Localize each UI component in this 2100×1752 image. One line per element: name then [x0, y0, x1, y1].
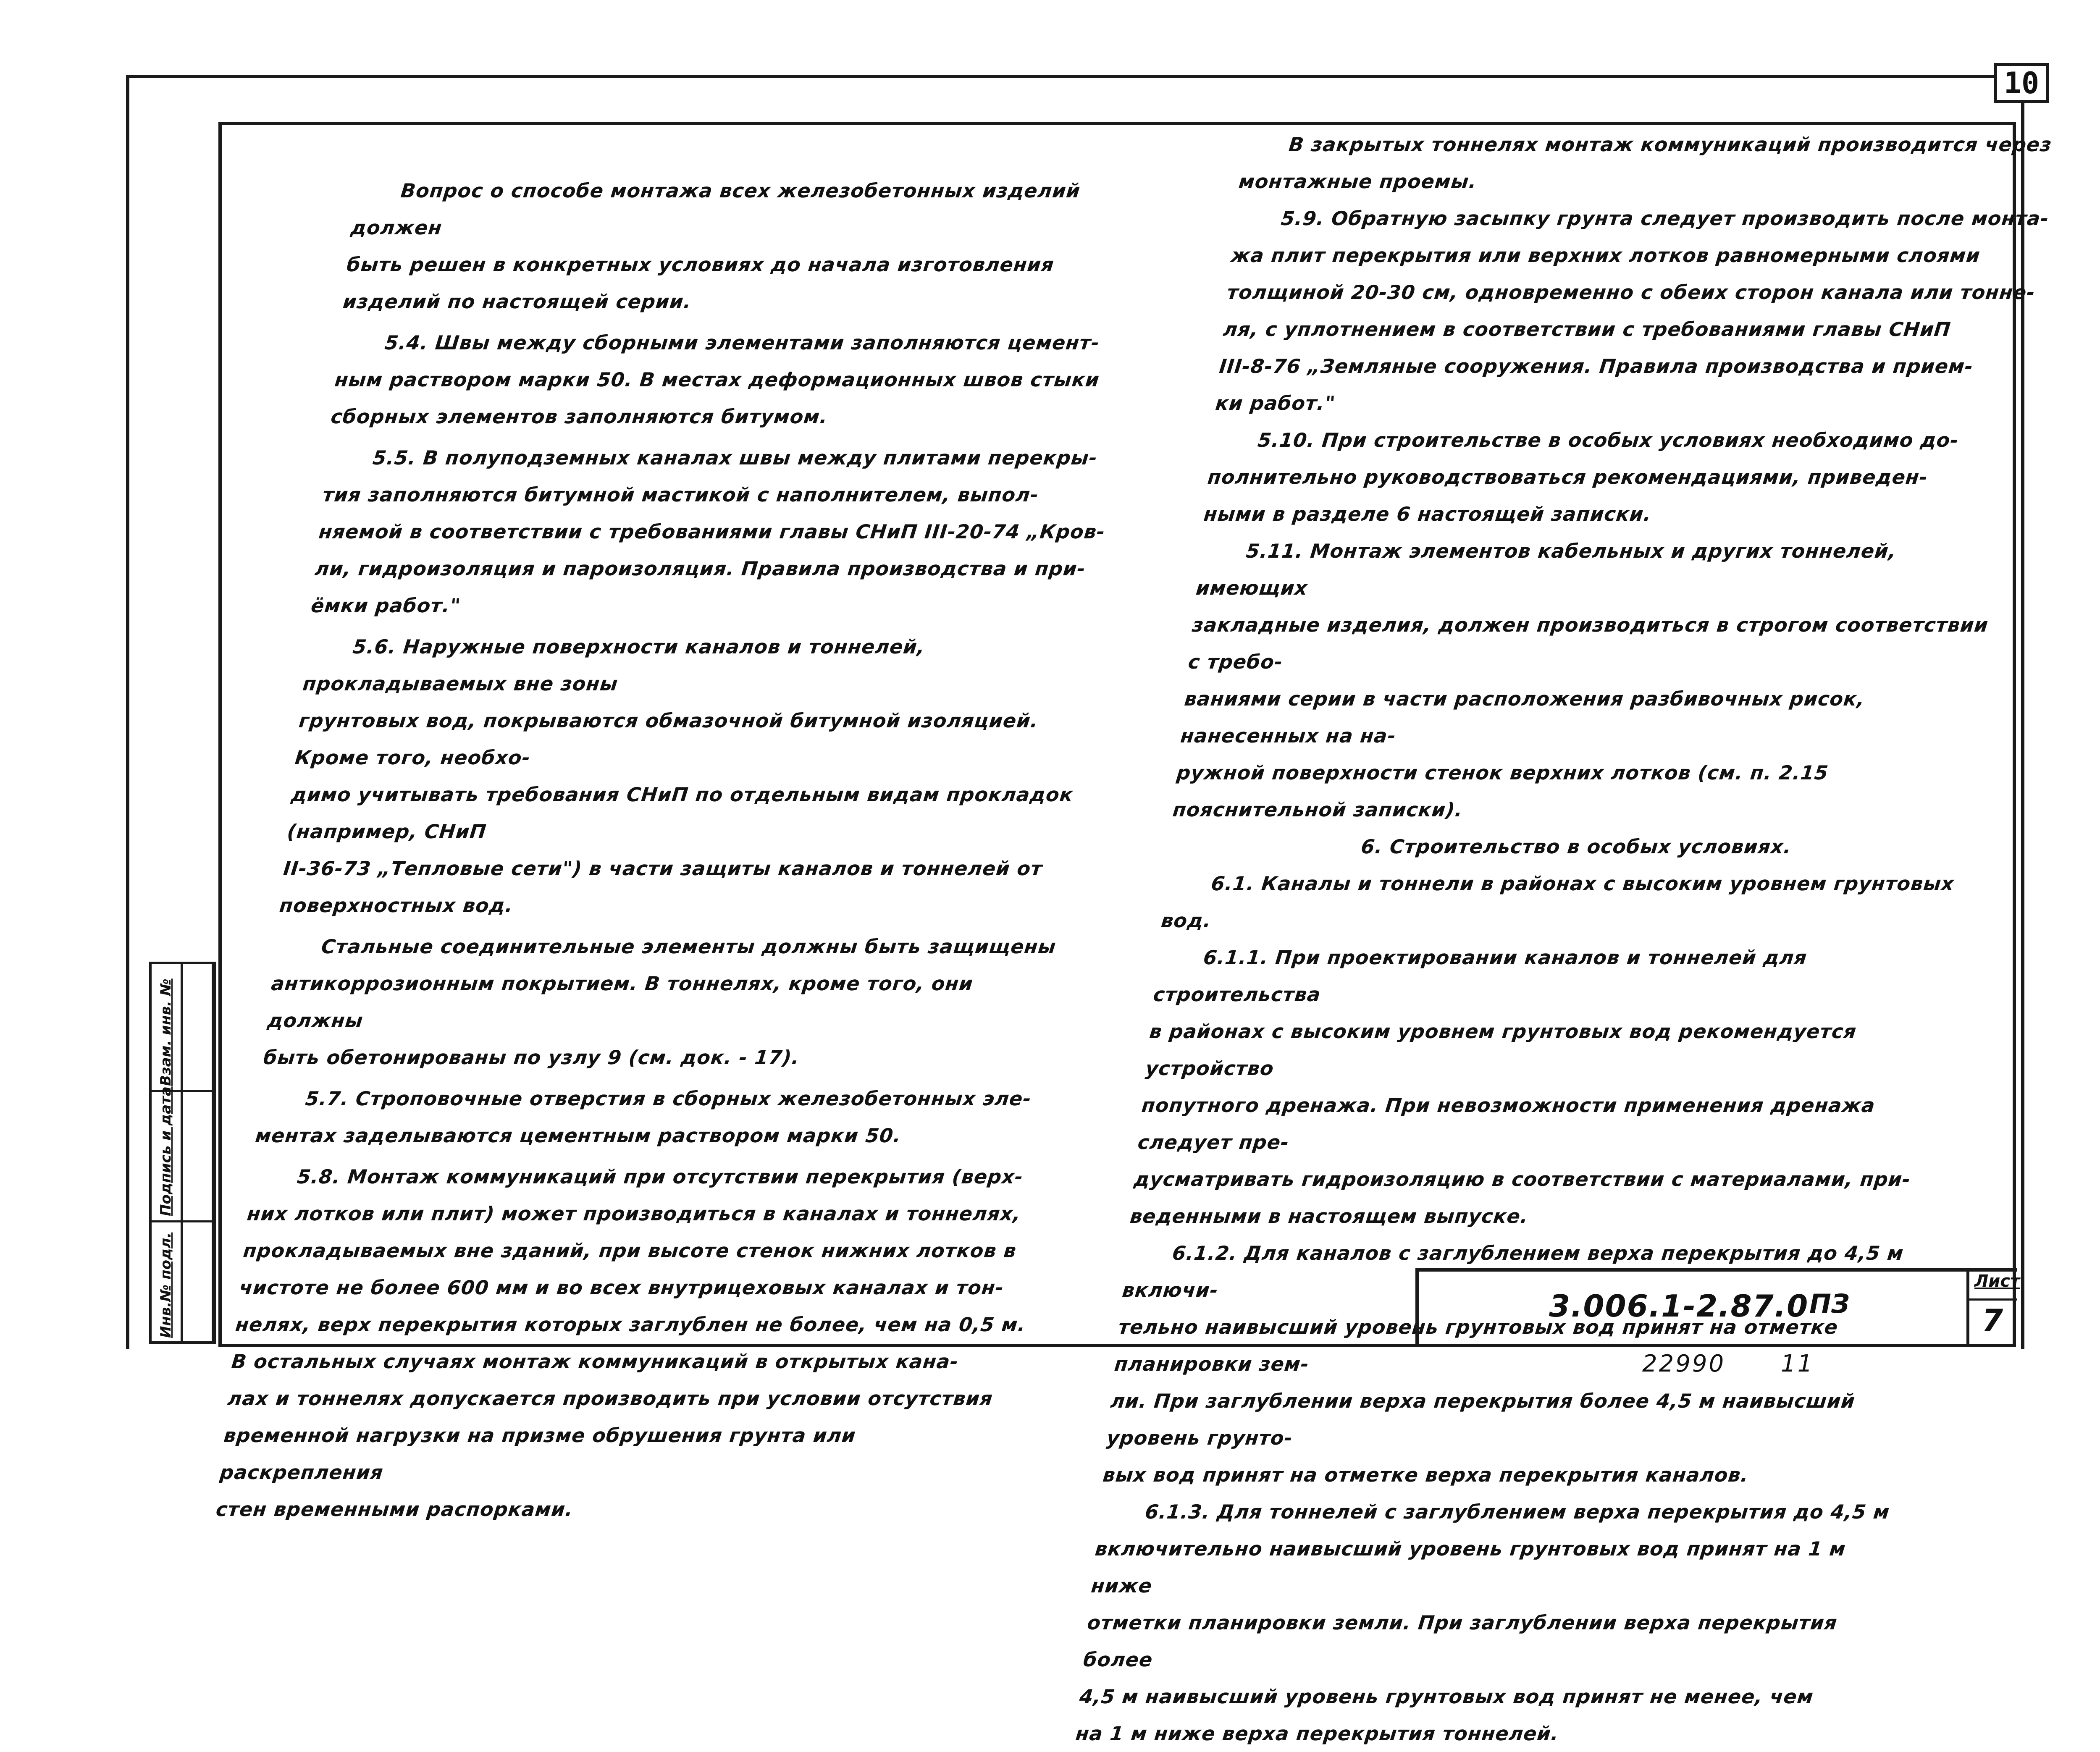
sheet-number: 7: [1982, 1303, 2003, 1338]
sheet-cell-divider: [1969, 1298, 2017, 1301]
side-stamp-divider: [183, 1090, 212, 1092]
paragraph: 5.8. Монтаж коммуникаций при отсутствии перекрытия (верх- них лотков или плит) может производиться в каналах и тоннелях, прокладываемых вне зданий, при высоте стенок нижних лотков в чистоте не более 600 мм и во всех внутрицеховых каналах и тон- нелях, верх перекрытия которых заглублен не более, чем на 0,5 м. В остальных случаях монтаж коммуникаций в открытых кана- лах и тоннелях допускается производить при условии отсутствия временной нагрузки на призме обрушения грунта или раскрепления стен временными распорками.: [215, 1165, 1027, 1521]
paragraph: В закрытых тоннелях монтаж коммуникаций производится через монтажные проемы.: [1237, 133, 2053, 193]
side-stamp-podpis-data: Подпись и дата: [158, 1086, 174, 1216]
document-type: ПЗ: [1809, 1288, 1850, 1319]
left-text-column: [214, 168, 1155, 1528]
paragraph: 6.1. Каналы и тоннели в районах с высоким уровнем грунтовых вод.: [1160, 872, 1963, 932]
paragraph: 5.7. Строповочные отверстия в сборных железобетонных эле- ментах заделываются цементным раствором марки 50.: [254, 1087, 1033, 1147]
archive-suffix: 11: [1780, 1350, 1814, 1377]
title-block: [1415, 1268, 2020, 1347]
archive-number: 22990: [1642, 1350, 1726, 1377]
paragraph: 5.4. Швы между сборными элементами заполняются цемент- ным раствором марки 50. В местах деформационных швов стыки сборных элементов заполняются битумом.: [330, 331, 1101, 428]
paragraph: 5.10. При строительстве в особых условиях необходимо до- полнительно руководствоваться рекомендациями, приведен- ными в разделе 6 настоящей записки.: [1202, 429, 1960, 525]
document-code: 3.006.1-2.87.0: [1549, 1288, 1809, 1324]
side-stamp-divider: [183, 1220, 212, 1222]
sheet-label: Лист: [1974, 1272, 2020, 1291]
paragraph: 6.1.3. Для тоннелей с заглублением верха перекрытия до 4,5 м включительно наивысший уровень грунтовых вод принят на 1 м ниже отметки планировки земли. При заглублении верха перекрытия более 4,5 м наивысший уровень грунтовых вод принят не менее, чем на 1 м ниже верха перекрытия тоннелей.: [1074, 1500, 1891, 1745]
paragraph: 6. Строительство в особых условиях.: [1360, 835, 1793, 858]
paragraph: 5.6. Наружные поверхности каналов и тоннелей, прокладываемых вне зоны грунтовых вод, покрываются обмазочной битумной изоляцией. Кроме того, необхо- димо учитывать требования СНиП по отдельным видам прокладок (например, СНиП II-36-73 „Тепловые сети") в части защиты каналов и тоннелей от поверхностных вод.: [278, 635, 1082, 917]
side-stamp-divider: [152, 1220, 181, 1222]
side-stamp: [149, 962, 216, 1344]
paragraph: 5.9. Обратную засыпку грунта следует производить после монта- жа плит перекрытия или верхних лотков равномерными слоями толщиной 20-30 см, одновременно с обеих сторон канала или тонне- ля, с уплотнением в соответствии с требованиями главы СНиП III-8-76 „Земляные сооружения. Правила производства и прием- ки работ.": [1214, 207, 2050, 414]
page-number: 10: [1994, 63, 2049, 103]
paragraph: Вопрос о способе монтажа всех железобетонных изделий должен быть решен в конкретных условиях до начала изготовления изделий по настоящей серии.: [341, 179, 1089, 313]
right-text-column: [1074, 126, 2060, 1752]
paragraph: 6.1.2. Для каналов с заглублением верха перекрытия до 4,5 м включи- тельно наивысший уровень грунтовых вод принят на отметке планировки зем- ли. При заглублении верха перекрытия более 4,5 м наивысший уровень грунто- вых вод принят на отметке верха перекрытия каналов.: [1102, 1242, 1912, 1486]
side-stamp-right-cell: [183, 964, 214, 1341]
paragraph: 5.11. Монтаж элементов кабельных и других тоннелей, имеющих закладные изделия, должен производиться в строгом соответствии с требо- ваниями серии в части расположения разбивочных рисок, нанесенных на на- ружной поверхности стенок верхних лотков (см. п. 2.15 пояснительной записки).: [1171, 540, 1997, 821]
paragraph: 6.1.1. При проектировании каналов и тоннелей для строительства в районах с высоким уровнем грунтовых вод рекомендуется устройство попутного дренажа. При невозможности применения дренажа следует пре- дусматривать гидроизоляцию в соответствии с материалами, при- веденными в настоящем выпуске.: [1129, 946, 1912, 1227]
side-stamp-vzam-inv: Взам. инв. №: [158, 978, 174, 1086]
sheet-number-cell: [1966, 1268, 2020, 1347]
bottom-annotation: [1642, 1350, 1814, 1377]
side-stamp-inv-podl: Инв.№ подл.: [158, 1232, 174, 1338]
paragraph: 5.5. В полуподземных каналах швы между плитами перекры- тия заполняются битумной мастикой с наполнителем, выпол- няемой в соответствии с требованиями главы СНиП III-20-74 „Кров- ли, гидроизоляция и пароизоляция. Правила производства и при- ёмки работ.": [310, 446, 1107, 617]
paragraph: Стальные соединительные элементы должны быть защищены антикоррозионным покрытием. В тоннелях, кроме того, они должны быть обетонированы по узлу 9 (см. док. - 17).: [262, 935, 1058, 1069]
